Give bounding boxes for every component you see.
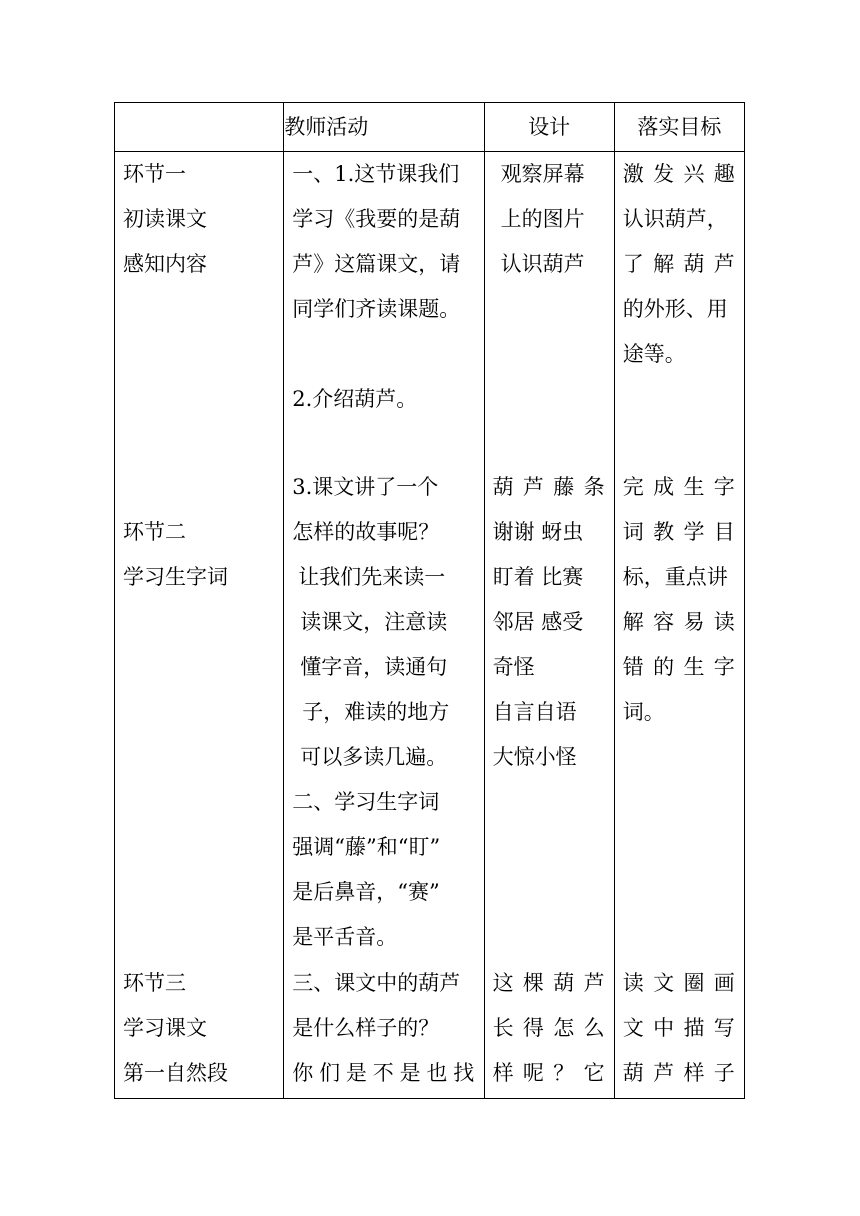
goal-line: 词。 bbox=[622, 700, 665, 724]
header-teacher-activity: 教师活动 bbox=[284, 103, 484, 152]
stage-3-line: 第一自然段 bbox=[123, 1061, 228, 1085]
goal-column bbox=[614, 152, 744, 1099]
table-body-row bbox=[115, 152, 745, 1099]
design-line: 盯着 比赛 bbox=[492, 565, 584, 589]
stage-1-line: 感知内容 bbox=[123, 252, 207, 276]
design-line: 上的图片 bbox=[500, 207, 585, 231]
header-design: 设计 bbox=[484, 103, 614, 152]
header-cell-empty bbox=[115, 103, 284, 152]
activity-line: 三、课文中的葫芦 bbox=[292, 971, 461, 995]
design-line: 葫芦藤条 bbox=[492, 475, 605, 499]
activity-line: 同学们齐读课题。 bbox=[292, 297, 461, 321]
activity-line: 2.介绍葫芦。 bbox=[292, 387, 418, 411]
activity-line: 强调“藤”和“盯” bbox=[292, 835, 441, 859]
design-line: 认识葫芦 bbox=[500, 252, 585, 276]
stage-2-line: 环节二 bbox=[123, 520, 186, 544]
goal-line: 文中描写 bbox=[622, 1016, 735, 1040]
header-goal: 落实目标 bbox=[614, 103, 744, 152]
design-line: 自言自语 bbox=[492, 700, 577, 724]
activity-line: 你们是不是也找 bbox=[292, 1061, 475, 1085]
goal-line: 完成生字 bbox=[622, 475, 735, 499]
activity-line: 让我们先来读一 bbox=[298, 565, 446, 589]
goal-line: 葫芦样子 bbox=[622, 1061, 735, 1085]
design-line: 观察屏幕 bbox=[500, 162, 585, 186]
table-header-row bbox=[115, 103, 745, 152]
activity-line: 二、学习生字词 bbox=[292, 790, 440, 814]
design-line: 奇怪 bbox=[492, 655, 535, 679]
goal-line: 激发兴趣 bbox=[622, 162, 735, 186]
activity-line: 一、1.这节课我们 bbox=[292, 162, 460, 186]
activity-line: 学习《我要的是葫 bbox=[292, 207, 461, 231]
design-column bbox=[484, 152, 614, 1099]
teacher-activity-column bbox=[284, 152, 484, 1099]
goal-line: 了解葫芦 bbox=[622, 252, 735, 276]
lesson-plan-table bbox=[114, 102, 745, 1099]
design-line: 邻居 感受 bbox=[492, 610, 584, 634]
activity-line: 读课文，注意读 bbox=[300, 610, 448, 634]
activity-line: 是后鼻音，“赛” bbox=[292, 880, 440, 904]
activity-line: 懂字音，读通句 bbox=[300, 655, 448, 679]
activity-line: 是什么样子的？ bbox=[292, 1016, 440, 1040]
stage-1-line: 环节一 bbox=[123, 162, 186, 186]
goal-line: 的外形、用 bbox=[622, 297, 728, 321]
activity-line: 怎样的故事呢？ bbox=[292, 520, 440, 544]
activity-line: 芦》这篇课文，请 bbox=[292, 252, 461, 276]
goal-line: 错的生字 bbox=[622, 655, 735, 679]
stage-column bbox=[115, 152, 284, 1099]
stage-3-line: 环节三 bbox=[123, 971, 186, 995]
design-line: 大惊小怪 bbox=[492, 745, 577, 769]
design-line: 谢谢 蚜虫 bbox=[492, 520, 584, 544]
design-line: 样呢？它 bbox=[492, 1061, 605, 1085]
stage-3-line: 学习课文 bbox=[123, 1016, 207, 1040]
goal-line: 读文圈画 bbox=[622, 971, 735, 995]
goal-line: 标，重点讲 bbox=[622, 565, 728, 589]
goal-line: 词教学目 bbox=[622, 520, 735, 544]
design-line: 这棵葫芦 bbox=[492, 971, 605, 995]
activity-line: 3.课文讲了一个 bbox=[292, 475, 439, 499]
stage-1-line: 初读课文 bbox=[123, 207, 207, 231]
design-line: 长得怎么 bbox=[492, 1016, 605, 1040]
goal-line: 认识葫芦， bbox=[622, 207, 728, 231]
activity-line: 是平舌音。 bbox=[292, 925, 398, 949]
goal-line: 途等。 bbox=[622, 342, 686, 366]
stage-2-line: 学习生字词 bbox=[123, 565, 228, 589]
goal-line: 解容易读 bbox=[622, 610, 735, 634]
activity-line: 子，难读的地方 bbox=[302, 700, 450, 724]
activity-line: 可以多读几遍。 bbox=[300, 745, 448, 769]
